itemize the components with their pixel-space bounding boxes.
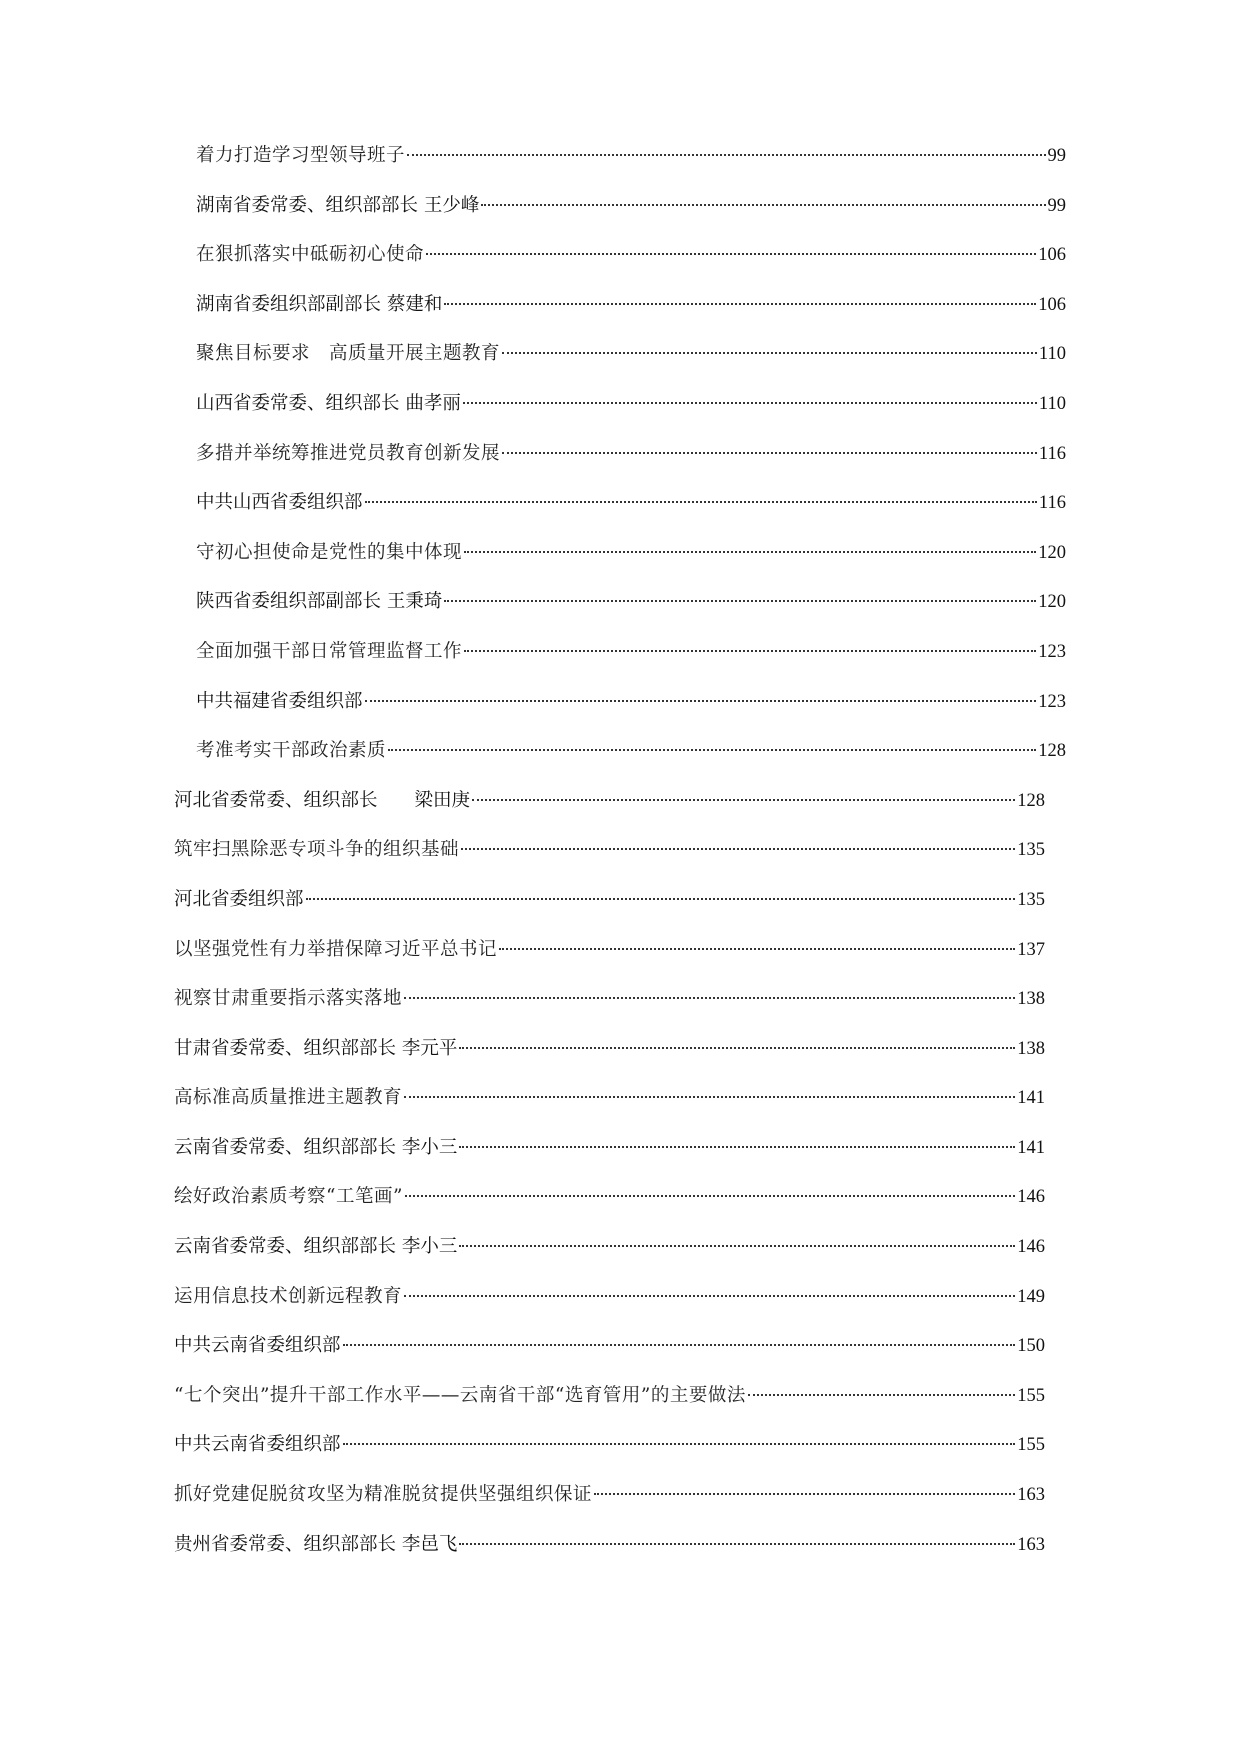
toc-entry[interactable] <box>0 937 1045 987</box>
toc-entry[interactable] <box>0 986 1045 1036</box>
toc-entry-page: 141 <box>1017 1088 1045 1109</box>
toc-entry[interactable] <box>0 1432 1045 1482</box>
toc-entry[interactable] <box>0 1184 1045 1234</box>
toc-entry-page: 120 <box>1038 542 1066 563</box>
toc-entry-title: 抓好党建促脱贫攻坚为精准脱贫提供坚强组织保证 <box>174 1484 593 1506</box>
toc-entry-page: 110 <box>1038 393 1066 414</box>
toc-entry-page: 146 <box>1017 1187 1045 1208</box>
toc-entry[interactable] <box>0 887 1045 937</box>
toc-entry[interactable] <box>0 1036 1045 1086</box>
toc-entry[interactable] <box>0 1284 1045 1334</box>
dot-leader <box>404 997 1015 999</box>
toc-entry-title: 陕西省委组织部副部长 王秉琦 <box>196 591 443 613</box>
toc-entry-page: 138 <box>1017 989 1045 1010</box>
toc-entry-page: 135 <box>1017 889 1045 910</box>
toc-entry-title: 高标准高质量推进主题教育 <box>174 1087 403 1109</box>
toc-entry[interactable] <box>0 441 1066 491</box>
dot-leader <box>388 749 1036 751</box>
toc-entry-title: 湖南省委常委、组织部部长 王少峰 <box>196 194 480 216</box>
toc-entry-title: “七个突出”提升干部工作水平——云南省干部“选育管用”的主要做法 <box>174 1384 746 1406</box>
dot-leader <box>365 700 1037 702</box>
toc-entry-title: 筑牢扫黑除恶专项斗争的组织基础 <box>174 839 460 861</box>
toc-entry[interactable] <box>0 391 1066 441</box>
toc-entry-title: 全面加强干部日常管理监督工作 <box>196 640 463 662</box>
toc-entry[interactable] <box>0 1532 1045 1582</box>
toc-entry[interactable] <box>0 589 1066 639</box>
dot-leader <box>444 600 1036 602</box>
dot-leader <box>502 452 1037 454</box>
table-of-contents <box>0 143 1240 1581</box>
toc-entry-page: 123 <box>1038 641 1066 662</box>
dot-leader <box>444 303 1036 305</box>
toc-entry-title: 视察甘肃重要指示落实落地 <box>174 988 403 1010</box>
toc-entry-page: 150 <box>1017 1336 1045 1357</box>
dot-leader <box>461 848 1015 850</box>
toc-entry-title: 河北省委组织部 <box>174 888 304 910</box>
toc-entry[interactable] <box>0 490 1066 540</box>
toc-entry[interactable] <box>0 1085 1045 1135</box>
toc-entry[interactable] <box>0 738 1066 788</box>
toc-entry-page: 138 <box>1017 1038 1045 1059</box>
toc-entry[interactable] <box>0 788 1045 838</box>
toc-entry[interactable] <box>0 1234 1045 1284</box>
toc-entry-page: 146 <box>1017 1237 1045 1258</box>
toc-entry-title: 云南省委常委、组织部部长 李小三 <box>174 1136 458 1158</box>
dot-leader <box>748 1394 1015 1396</box>
toc-entry-title: 湖南省委组织部副部长 蔡建和 <box>196 293 443 315</box>
dot-leader <box>365 501 1037 503</box>
dot-leader <box>404 1295 1015 1297</box>
dot-leader <box>459 1245 1015 1247</box>
toc-entry-title: 在狠抓落实中砥砺初心使命 <box>196 244 425 266</box>
toc-entry-title: 多措并举统筹推进党员教育创新发展 <box>196 442 501 464</box>
toc-entry-page: 110 <box>1038 344 1066 365</box>
toc-entry[interactable] <box>0 639 1066 689</box>
toc-entry[interactable] <box>0 540 1066 590</box>
dot-leader <box>459 1047 1015 1049</box>
dot-leader <box>459 1146 1015 1148</box>
dot-leader <box>464 551 1036 553</box>
toc-entry[interactable] <box>0 193 1066 243</box>
toc-entry-page: 128 <box>1017 790 1045 811</box>
toc-entry-title: 中共福建省委组织部 <box>196 690 363 712</box>
dot-leader <box>407 154 1045 156</box>
dot-leader <box>502 352 1037 354</box>
toc-entry-title: 贵州省委常委、组织部部长 李邑飞 <box>174 1533 458 1555</box>
toc-entry-page: 141 <box>1017 1137 1045 1158</box>
toc-entry-title: 考准考实干部政治素质 <box>196 740 387 762</box>
toc-entry-title: 山西省委常委、组织部长 曲孝丽 <box>196 392 461 414</box>
toc-entry[interactable] <box>0 1482 1045 1532</box>
toc-entry-page: 137 <box>1017 939 1045 960</box>
toc-entry[interactable] <box>0 1383 1045 1433</box>
toc-entry-page: 123 <box>1038 691 1066 712</box>
toc-entry-title: 绘好政治素质考察“工笔画” <box>174 1186 403 1208</box>
dot-leader <box>472 799 1015 801</box>
toc-entry[interactable] <box>0 292 1066 342</box>
toc-entry-page: 116 <box>1038 443 1066 464</box>
toc-entry-page: 155 <box>1017 1435 1045 1456</box>
dot-leader <box>594 1493 1015 1495</box>
toc-entry-page: 106 <box>1038 245 1066 266</box>
dot-leader <box>343 1443 1016 1445</box>
toc-entry-title: 甘肃省委常委、组织部部长 李元平 <box>174 1037 458 1059</box>
toc-entry[interactable] <box>0 1135 1045 1185</box>
toc-entry-title: 中共云南省委组织部 <box>174 1335 341 1357</box>
toc-entry[interactable] <box>0 341 1066 391</box>
dot-leader <box>463 402 1037 404</box>
dot-leader <box>464 650 1036 652</box>
dot-leader <box>426 253 1036 255</box>
toc-entry-page: 99 <box>1047 146 1066 166</box>
toc-entry[interactable] <box>0 242 1066 292</box>
toc-entry[interactable] <box>0 1333 1045 1383</box>
dot-leader <box>499 948 1015 950</box>
toc-entry-title: 中共山西省委组织部 <box>196 492 363 514</box>
toc-entry-page: 163 <box>1017 1485 1045 1506</box>
dot-leader <box>481 204 1045 206</box>
toc-entry[interactable] <box>0 143 1066 193</box>
dot-leader <box>343 1344 1016 1346</box>
dot-leader <box>405 1195 1015 1197</box>
toc-entry[interactable] <box>0 837 1045 887</box>
dot-leader <box>459 1543 1015 1545</box>
toc-entry-page: 155 <box>1017 1385 1045 1406</box>
toc-entry-page: 120 <box>1038 592 1066 613</box>
dot-leader <box>404 1096 1015 1098</box>
toc-entry-title: 聚焦目标要求 高质量开展主题教育 <box>196 343 501 365</box>
dot-leader <box>306 898 1016 900</box>
toc-entry-title: 守初心担使命是党性的集中体现 <box>196 541 463 563</box>
toc-entry[interactable] <box>0 689 1066 739</box>
toc-entry-page: 163 <box>1017 1534 1045 1555</box>
toc-entry-title: 以坚强党性有力举措保障习近平总书记 <box>174 938 498 960</box>
toc-entry-title: 运用信息技术创新远程教育 <box>174 1285 403 1307</box>
toc-entry-page: 116 <box>1038 493 1066 514</box>
toc-entry-title: 云南省委常委、组织部部长 李小三 <box>174 1236 458 1258</box>
toc-entry-page: 149 <box>1017 1286 1045 1307</box>
toc-entry-title: 中共云南省委组织部 <box>174 1434 341 1456</box>
toc-entry-page: 106 <box>1038 294 1066 315</box>
toc-entry-page: 135 <box>1017 840 1045 861</box>
toc-entry-page: 128 <box>1038 741 1066 762</box>
toc-entry-title: 着力打造学习型领导班子 <box>196 145 406 166</box>
toc-entry-title: 河北省委常委、组织部长 梁田庚 <box>174 789 471 811</box>
toc-entry-page: 99 <box>1047 195 1066 216</box>
